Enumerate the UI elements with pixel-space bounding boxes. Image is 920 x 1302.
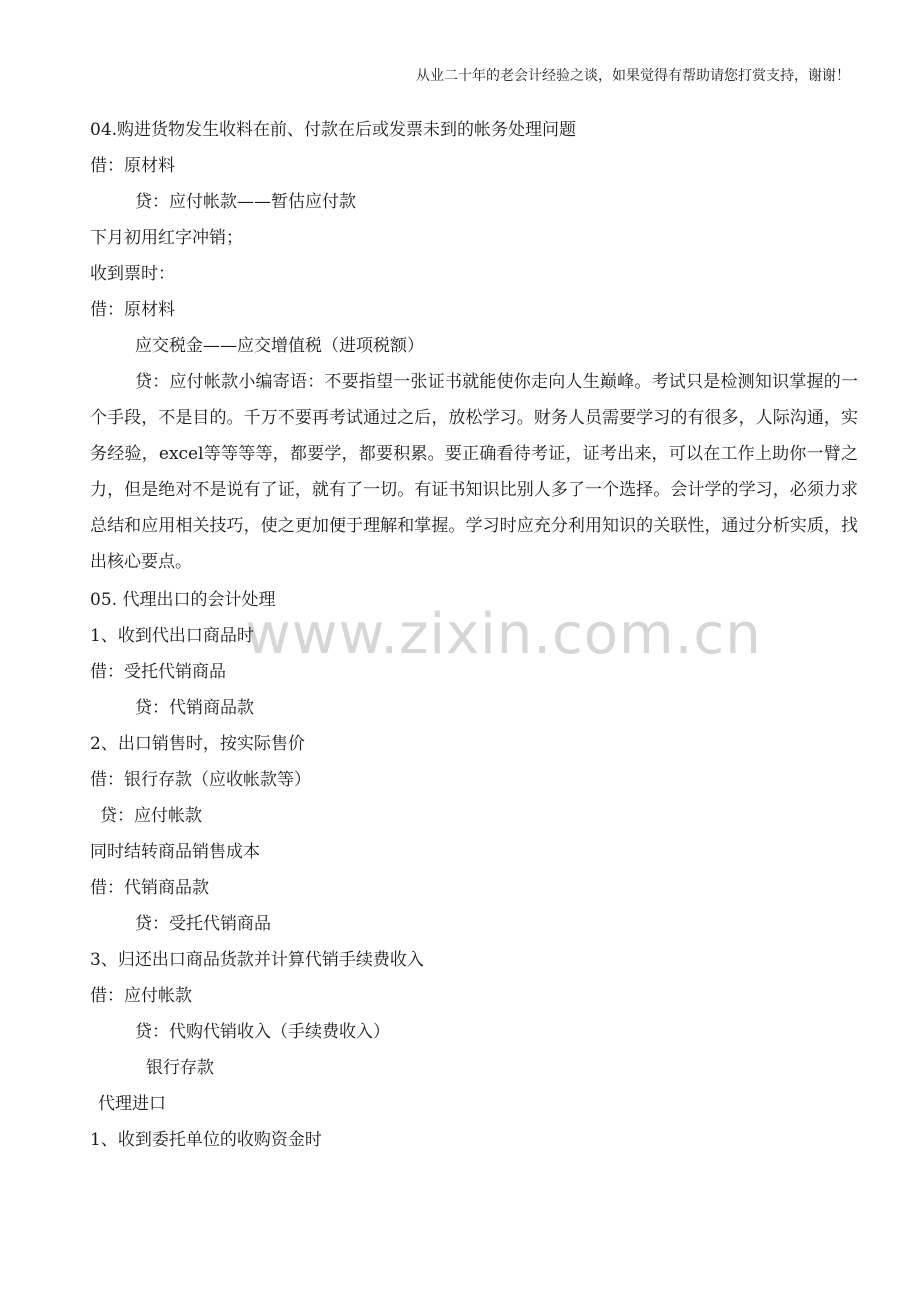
step-heading: 1、收到代出口商品时 xyxy=(90,626,254,646)
text-line: 同时结转商品销售成本 xyxy=(90,842,260,862)
entry-line: 银行存款 xyxy=(146,1058,214,1078)
subsection-heading: 代理进口 xyxy=(98,1094,166,1114)
entry-line: 贷：应付帐款——暂估应付款 xyxy=(135,192,356,212)
section-heading-05: 05. 代理出口的会计处理 xyxy=(90,590,276,610)
entry-line: 借：受托代销商品 xyxy=(90,662,226,682)
entry-line: 借：银行存款（应收帐款等） xyxy=(90,770,311,790)
step-heading: 3、归还出口商品货款并计算代销手续费收入 xyxy=(90,950,424,970)
editor-note-paragraph: 贷：应付帐款小编寄语：不要指望一张证书就能使你走向人生巅峰。考试只是检测知识掌握的一个手段，不是目的。千万不要再考试通过之后，放松学习。财务人员需要学习的有很多，人际沟通，实务经验，excel等等等等，都要学，都要积累。要正确看待考证，证考出来，可以在工作上助你一臂之力，但是绝对不是说有了证，就有了一切。有证书知识比别人多了一个选择。会计学的学习，必须力求总结和应用相关技巧，使之更加便于理解和掌握。学习时应充分利用知识的关联性，通过分析实质，找出核心要点。 xyxy=(90,372,858,572)
header-note: 从业二十年的老会计经验之谈，如果觉得有帮助请您打赏支持，谢谢！ xyxy=(416,68,850,84)
entry-line: 应交税金——应交增值税（进项税额） xyxy=(135,336,424,356)
entry-line: 借：原材料 xyxy=(90,156,175,176)
entry-line: 贷：代购代销收入（手续费收入） xyxy=(135,1022,390,1042)
entry-line: 贷：应付帐款 xyxy=(100,806,202,826)
entry-line: 借：应付帐款 xyxy=(90,986,192,1006)
text-line: 收到票时： xyxy=(90,264,175,284)
watermark: www.zixin.com.cn xyxy=(245,602,762,667)
step-heading: 2、出口销售时，按实际售价 xyxy=(90,734,305,754)
section-heading-04: 04.购进货物发生收料在前、付款在后或发票未到的帐务处理问题 xyxy=(90,120,577,140)
entry-line: 贷：代销商品款 xyxy=(135,698,254,718)
entry-line: 贷：受托代销商品 xyxy=(135,914,271,934)
step-heading: 1、收到委托单位的收购资金时 xyxy=(90,1130,322,1150)
entry-line: 借：原材料 xyxy=(90,300,175,320)
text-line: 下月初用红字冲销； xyxy=(90,228,243,248)
entry-line: 借：代销商品款 xyxy=(90,878,209,898)
